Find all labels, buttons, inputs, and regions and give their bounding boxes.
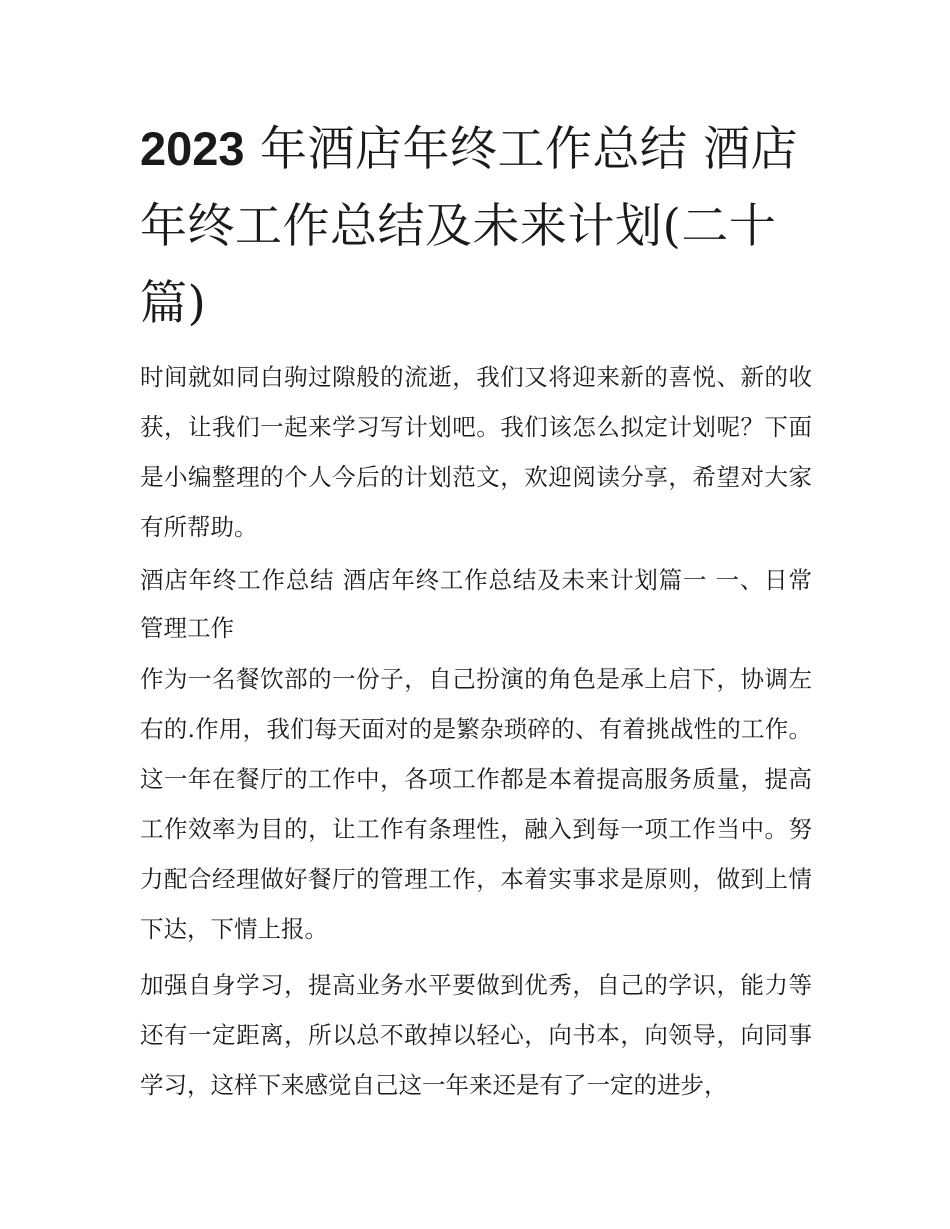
title-year: 2023 [140,122,245,175]
management-paragraph: 作为一名餐饮部的一份子，自己扮演的角色是承上启下，协调左右的.作用，我们每天面对的是繁杂琐碎的、有着挑战性的工作。这一年在餐厅的工作中，各项工作都是本着提高服务质量，提高工作效率为目的，让工作有条理性，融入到每一项工作当中。努力配合经理做好餐厅的管理工作，本着实事求是原则，做到上情下达，下情上报。 [140,665,812,943]
document-title [140,110,812,342]
intro-paragraph: 时间就如同白驹过隙般的流逝，我们又将迎来新的喜悦、新的收获，让我们一起来学习写计划吧。我们该怎么拟定计划呢？下面是小编整理的个人今后的计划范文，欢迎阅读分享，希望对大家有所帮助。 [140,363,812,541]
title-text: 年酒店年终工作总结 酒店年终工作总结及未来计划(二十篇) [140,122,798,331]
section-heading-paragraph: 酒店年终工作总结 酒店年终工作总结及未来计划篇一 一、日常管理工作 [140,566,812,642]
learning-paragraph: 加强自身学习，提高业务水平要做到优秀，自己的学识，能力等还有一定距离，所以总不敢掉以轻心，向书本，向领导，向同事学习，这样下来感觉自己这一年来还是有了一定的进步， [140,971,812,1099]
document-page [140,110,812,1110]
